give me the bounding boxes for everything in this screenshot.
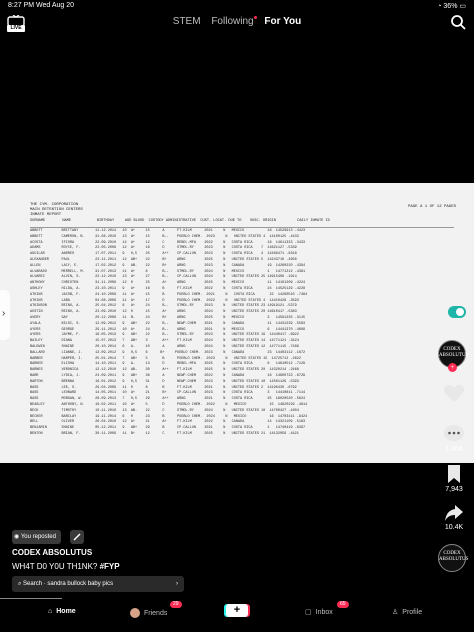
document-row: ADAMS ROYCE, F. 22.05.2009 12 A+ 16 D STMDL.RY 2023 N COSTA RICA 7 14621127 -5339 [30,246,297,251]
inbox-badge: 65 [337,601,349,608]
profile-icon: ♙ [392,609,399,616]
nav-profile[interactable] [392,608,422,616]
document-row: ATKINSON REINO, A. 25.04.2012 8 A+ 24 B-- STMDL.RY 2023 N UNITED STATES 23 14919121 -5379 [30,304,297,309]
document-row: BENJAMIN SHAINE 05.12.2011 9 AB+ 29 B CP.CALLUN 2021 N COSTA RICA 1 14740419 -6397 [30,426,306,431]
toggle-switch[interactable] [448,306,466,318]
nav-friends-label: Friends [144,609,168,617]
document-row: ALEXANDER PAUL 23.11.2011 12 AB+ 22 B+ ARNG 2025 N UNITED STATES 5 14243710 -4956 [30,257,297,262]
document-row: ANTHONY CHRISTEN 31.11.2009 12 0 25 A+ ARNG 2025 N MEXICO 11 14101209 -4224 [30,281,306,286]
save-button[interactable] [438,464,470,493]
tab-following-label: Following [211,16,254,27]
document-row: ALVARADO MERRELL, M. 31.07.2013 11 A+ 8 B-- STMDL.RY 2024 N MEXICO 1 14771212 -4381 [30,269,306,274]
document-row: AYERS GEORGE 29.11.2012 10 A+ 24 B-- ARNG 2021 N MEXICO 6 14441370 -4609 [30,327,306,332]
chevron-right-small-icon: › [176,581,178,587]
nav-home-label: Home [56,608,76,615]
document-header: THE CYM. CORPORATION MAIN DETENTION CENTERS INMATE REPORT [30,203,83,217]
tab-following[interactable] [211,16,253,27]
document-row: BALLARD LIANNE, J. 13.09.2012 9 0,5 6 B+ PUEBLO CHEM. 2023 N CANADA 23 14403112 -1672 [30,350,306,355]
document-row: BARBER HARPER, I. 25.01.2014 7 AB+ 5 B PUEBLO CHEM. 2023 N UNITED STATES 15 14725712 -2622 [30,356,301,361]
nav-inbox[interactable] [305,601,346,616]
nav-profile-label: Profile [402,608,423,616]
status-time [8,2,74,9]
document-row: BARKER ELISHA 14.10.2011 9 A- 13 D REBEL.MFA 2025 N COSTA RICA 6 14610512 -7129 [30,362,306,367]
search-suggestion-text: Search · sandra bullock baby pics [23,581,114,587]
document-row: BASS LEONARD 14.05.2011 10 A+ 21 B+ CP.CALLUN 2023 N COSTA RICA 3 14410811 -7114 [30,391,306,396]
battery-level: 36% [443,3,458,10]
document-row: BELL OLIVER 26.04.2010 12 A+ 21 A+ FT.KILM 2022 N CANADA 14 14321109 -5163 [30,420,306,425]
date: Wed Aug 20 [36,2,75,9]
document-row: ACOSTA IFIORA 22.09.2010 14 A+ 12 C REBEL.MFA 2022 N COSTA RICA 16 14611333 -3433 [30,240,306,245]
document-row: AUSTIN REINO, A. 22.09.2010 12 0 15 A+ ARNG 2024 N UNITED STATES 20 14610417 -5383 [30,310,297,315]
document-row: ASHLEY HILDA, A. 23.10.2011 9 A+ 16 B FT.KILM 2022 N COSTA RICA 24 14525129 -4228 [30,286,306,291]
document-column-headers: SURNAME NAME BIRTHDAY AGE BLOOD CUSTODY ADMINISTRATIVE CUST. LOCAT. DUE TO SUSC. ORIGIN DAILY INMATE ID [30,219,330,223]
avatar-text: CODEX ABSOLUTUS [439,347,469,358]
sound-disc-label: CODEX ABSOLUTUS [439,551,469,562]
wifi-icon: ◔ [437,3,442,10]
like-count: 1,404 [445,446,463,453]
document-row: BEASLEY ANTHONY, N. 16.02.2011 10 A+ 5 D PUEBLO CHEM. 2022 N MEXICO 15 14620229 -4814 [30,402,308,407]
document-row: BASS MORGAN, W. 28.09.2013 7 0,5 29 A++ ARNG 2021 N COSTA RICA 25 16020520 -5624 [30,397,306,402]
share-arrow-icon [444,504,464,522]
document-divider [30,227,454,228]
document-row: BECKER BARCLAY 19.11.2014 6 0 23 B PUEBLO CHEM. 2024 N MEXICO 16 14703111 -9424 [30,414,308,419]
document-row: AYERS JAYME, F. 16.05.2013 9 AB+ 22 B-- STMDL.RY 2023 N UNITED STATES 19 14440417 -6922 [30,333,299,338]
repost-badge[interactable] [12,530,61,544]
document-rows [30,229,307,438]
search-icon [450,14,466,30]
document-row: BARR LYDIA, J. 24.09.2011 9 AB+ 36 A NEWP.CHEM 2022 N CANADA 18 14900723 -6729 [30,373,306,378]
create-button[interactable] [226,604,248,617]
user-avatar-icon: ◉ [14,534,20,540]
document-row: ALVAREZ ALVIN, S. 22.12.2010 13 A+ 27 B-- CP.CALLUN 2024 N UNITED STATES 25 14915409 -1914 [30,275,297,280]
document-row: AGUILAR ANDRES 17.07.2011 9 0,5 25 A++ CP.CALLUN 2023 N COSTA RICA 4 14469471 -6318 [30,252,297,257]
feed-tabs [0,16,474,27]
clock: 8:27 PM [8,2,35,9]
friends-avatar-icon [130,608,140,618]
save-count: 7,943 [445,486,463,493]
nav-inbox-label: Inbox [315,608,333,616]
comment-button[interactable] [438,424,470,453]
document-row: BAILEY DIANA 15.07.2013 7 AB+ 3 A++ FT.KILM 2024 N UNITED STATES 14 14771121 -3424 [30,339,299,344]
search-small-icon: ⌕ [18,581,22,587]
follow-plus-icon[interactable]: + [448,363,457,372]
hashtag-link[interactable]: #FYP [99,562,120,571]
status-right [437,2,466,10]
share-count: 10.4K [444,524,464,531]
document-row: BECK TIMOTHY 10.11.2010 13 AB- 22 C STMDL.RY 2024 N UNITED STATES 10 14700427 -1604 [30,408,299,413]
document-row: ATKINS LARA 04.08.2009 11 A+ 17 D PUEBLO CHEM. 2022 N UNITED STATES 4 14410428 -3593 [30,298,299,303]
pencil-icon [70,530,84,544]
document-row: ALLEN LACY, E. 17.02.2012 9 AB- 22 B+ ARNG 2023 N CANADA 19 14260220 -4394 [30,263,306,268]
home-icon: ⌂ [48,608,53,615]
document-row: ABBOTT CAMERON, B. 31.08.2010 13 A+ 15 B-- PUEBLO CHEM. 2023 N UNITED STATES 4 14100125 -4433 [30,234,299,239]
document-row: BASS LEE, S. 29.04.2009 11 0 8 B FT.KILM 2021 N UNITED STATES 2 14190430 -6792 [30,385,297,390]
status-bar [0,0,474,14]
sound-disc[interactable] [438,544,469,572]
post-caption [12,562,120,571]
share-button[interactable] [438,504,470,531]
tab-for-you[interactable]: For You [264,16,302,27]
document-page-indicator: PAGE A 1 OF 12 PAGES [407,205,456,209]
notification-dot [254,16,257,19]
document-row: BARNES VERONICA 12.12.2010 12 AB- 30 A++ FT.KILM 2025 N UNITED STATES 20 14320214 -2468 [30,368,299,373]
nav-home[interactable] [48,608,76,615]
video-document-frame[interactable] [0,183,474,463]
document-row: ATKINS JACOB, F. 24.10.2009 11 A+ 15 B PUEBLO CHEM. 2021 N COSTA RICA 22 14260510 -7484 [30,292,308,297]
nav-friends[interactable] [130,601,179,618]
like-button[interactable] [438,384,470,406]
document-row: AYALA KELSI, S. 12.09.2012 9 AB+ 22 B-- NEWP.CHEM 2021 N CANADA 11 14431239 -5583 [30,321,306,326]
plus-icon: + [233,604,241,616]
search-button[interactable] [450,14,466,30]
repost-label: You reposted [20,534,56,540]
battery-icon: ▭ [459,3,466,10]
caption-text: WH4T D0 Y0U TH1NK? [12,562,100,571]
document-row: ABBOTT BRITTANY 11.12.2014 10 A+ 15 A FT.KILM 2021 N MEXICO 16 14529913 -4423 [30,229,306,233]
search-suggestion-bar[interactable] [12,576,184,592]
document-row: AVERY GAY 20.12.2009 11 B- 24 B+ ARNG 2025 N MEXICO 3 14591235 -3115 [30,315,306,320]
chevron-right-icon: › [2,308,6,319]
document-row: BENTON BRIAN, F. 30.11.2009 11 B+ 12 C FT.KILM 2025 N UNITED STATES 21 14132059 -4421 [30,431,299,436]
tab-stem[interactable]: STEM [172,16,201,27]
heart-icon [443,384,465,404]
bookmark-icon [446,464,462,484]
friends-badge: 29 [170,601,182,608]
edit-button[interactable] [70,530,84,544]
video-progress-bar[interactable] [0,598,62,599]
document-row: BARTON BRENNA 16.01.2012 9 0,5 31 D NEWP.CHEM 2023 N UNITED STATES 10 14501129 -5393 [30,379,299,384]
document-row: BALDWIN SHAINE 20.10.2014 6 A- 10 A ARNG 2024 N UNITED STATES 12 14771115 -7489 [30,344,299,349]
live-label: LIVE [7,25,25,32]
inbox-icon: ▢ [305,609,312,616]
author-name[interactable]: CODEX ABSOLUTUS [12,548,93,557]
comment-icon [443,424,465,444]
creator-avatar[interactable] [438,340,469,371]
